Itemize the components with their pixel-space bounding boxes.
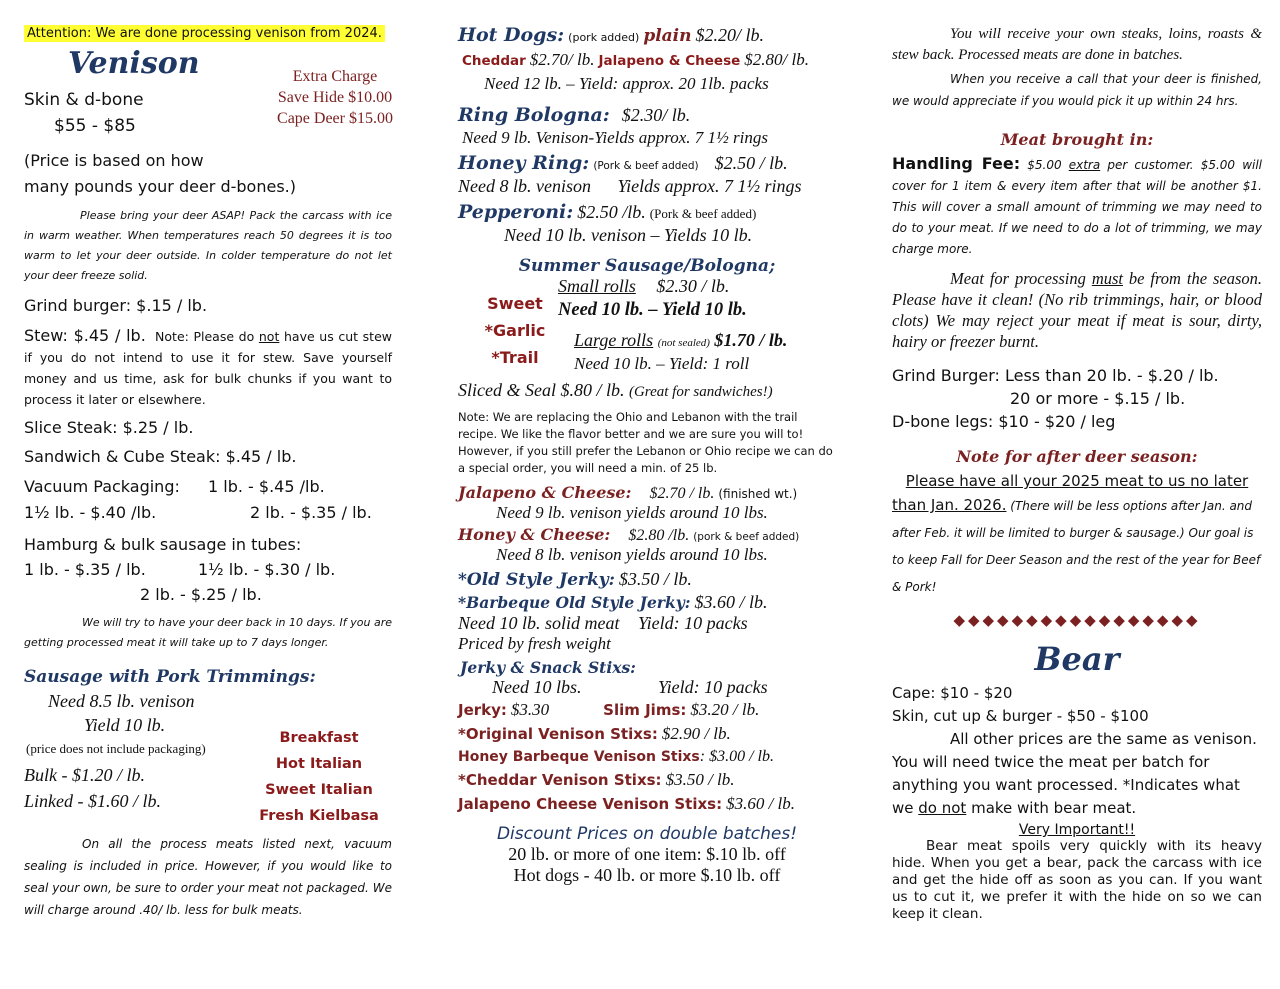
jerky-need-line — [458, 613, 836, 634]
old-jerky-title: *Old Style Jerky: — [458, 570, 615, 590]
price-note — [24, 148, 392, 200]
ring-bologna-need: Need 9 lb. Venison-Yields approx. 7 1½ rings — [462, 128, 768, 147]
attention-banner: Attention: We are done processing venison from 2024. — [24, 24, 392, 42]
steaks-paragraph: You will receive your own steaks, loins, roasts & stew back. Processed meats are done in batches. — [892, 26, 1262, 63]
very-important-heading: Very Important!! — [1018, 822, 1136, 838]
old-jerky-price: $3.50 / lb. — [618, 569, 692, 589]
grind-burger-less-20: Grind Burger: Less than 20 lb. - $.20 / lb. — [892, 366, 1219, 385]
bear-prices — [892, 682, 1262, 728]
flavor-trail: *Trail — [491, 348, 539, 367]
sliced-seal-note: (Great for sandwiches!) — [628, 384, 773, 400]
honey-ring-need: Need 8 lb. venison — [458, 176, 591, 196]
extra-charge-title: Extra Charge — [292, 68, 378, 85]
jal-cheese-line — [458, 483, 836, 503]
bbq-jerky-price: $3.60 / lb. — [694, 592, 768, 612]
large-rolls-price: $1.70 / lb. — [714, 330, 788, 350]
tubes-label: Hamburg & bulk sausage in tubes: — [24, 535, 302, 554]
grind-burger-section — [892, 364, 1262, 433]
bear-cape-price: Cape: $10 - $20 — [892, 684, 1013, 702]
handling-b: per customer. $5.00 will cover for 1 item & every item after that will be another $1. This will cover a small amount of trimming we may need to do to your meat. If we need to do a lot of trimming, we may charge more. — [892, 158, 1263, 256]
tubes-pricing — [24, 532, 392, 607]
honey-ring-line — [458, 152, 836, 174]
sausage-flavors — [244, 725, 394, 829]
jerky-need: Need 10 lb. solid meat — [458, 613, 620, 633]
jal-cheese-price: $2.70 / lb. — [649, 485, 715, 502]
handling-fee-label: Handling Fee: — [892, 154, 1021, 173]
flavor-breakfast: Breakfast — [279, 730, 359, 746]
slim-jims-label: Slim Jims: — [603, 701, 687, 719]
summer-flavors — [470, 290, 560, 371]
pepperoni-title: Pepperoni: — [458, 201, 574, 223]
column-processed-meats — [440, 0, 840, 989]
large-rolls-label: Large rolls — [574, 330, 654, 350]
diamond-divider: ◆◆◆◆◆◆◆◆◆◆◆◆◆◆◆◆◆ — [953, 613, 1201, 629]
large-rolls-line — [574, 330, 787, 351]
discount-line-1: 20 lb. or more of one item: $.10 lb. off — [508, 844, 786, 864]
sliced-seal-line — [458, 380, 836, 401]
skin-dbone-price: $55 - $85 — [54, 116, 136, 136]
jc-price: $2.80/ lb. — [744, 50, 809, 69]
price-note-line-2: many pounds your deer d-bones.) — [24, 177, 296, 196]
season-a: Meat for processing — [950, 269, 1092, 288]
cheddar-stix-line — [458, 770, 836, 790]
small-rolls-need: Need 10 lb. – Yield 10 lb. — [558, 300, 747, 320]
season-must: must — [1091, 269, 1123, 288]
stix-yield: Yield: 10 packs — [658, 677, 768, 697]
skin-dbone-label: Skin & d-bone — [24, 90, 144, 110]
bear-title: Bear — [1034, 640, 1120, 678]
small-rolls-line — [558, 276, 729, 297]
bring-deer-paragraph: Please bring your deer ASAP! Pack the carcass with ice in warm weather. When temperatures reach 50 degrees it is too warm to let your deer outside. In colder temperature do not let your deer freeze solid. — [24, 209, 392, 282]
honey-ring-price: $2.50 / lb. — [714, 153, 788, 173]
sausage-need: Need 8.5 lb. venison — [48, 691, 195, 711]
flavor-sweet-italian: Sweet Italian — [265, 782, 373, 798]
after-season-underlined-2: than Jan. 2026. — [892, 496, 1007, 514]
tubes-2lb: 2 lb. - $.25 / lb. — [140, 585, 262, 604]
large-rolls-need: Need 10 lb. – Yield: 1 roll — [574, 354, 750, 373]
ring-bologna-line — [458, 104, 836, 126]
flavor-fresh-kielbasa: Fresh Kielbasa — [259, 808, 379, 824]
column-venison — [0, 0, 410, 989]
cheddar-price: $2.70/ lb. — [529, 50, 595, 69]
handling-a: $5.00 — [1020, 158, 1069, 172]
orig-stix-line — [458, 724, 836, 744]
pepperoni-line — [458, 201, 836, 223]
discount-line-2: Hot dogs - 40 lb. or more $.10 lb. off — [513, 865, 781, 885]
vacuum-2lb: 2 lb. - $.35 / lb. — [250, 503, 372, 522]
season-paragraph — [892, 268, 1262, 352]
honey-ring-yield: Yields approx. 7 1½ rings — [617, 176, 802, 196]
orig-stix-label: *Original Venison Stixs: — [458, 725, 658, 743]
stix-need-line — [458, 677, 836, 698]
vacuum-sealing-paragraph: On all the process meats listed next, vacuum sealing is included in price. However, if you would like to seal your own, be sure to order your meat not packaged. We will charge around .40/ lb. less for bulk meats. — [24, 837, 392, 917]
large-rolls-note: (not sealed) — [657, 337, 710, 349]
price-note-line-1: (Price is based on how — [24, 151, 204, 170]
hotdogs-line — [458, 24, 836, 46]
hotdogs-flavors — [458, 50, 836, 70]
after-season-paragraph — [892, 492, 1262, 601]
hotdogs-need: Need 12 lb. – Yield: approx. 20 1lb. packs — [484, 74, 769, 93]
jal-cheese-stix-line — [458, 794, 836, 814]
jerky-yield: Yield: 10 packs — [637, 613, 748, 633]
after-season-title: Note for after deer season: — [956, 447, 1198, 466]
sausage-yield: Yield 10 lb. — [84, 715, 166, 735]
jal-cheese-title: Jalapeno & Cheese: — [458, 483, 632, 502]
flavor-sweet: Sweet — [487, 294, 543, 313]
grind-burger-20-more: 20 or more - $.15 / lb. — [1010, 389, 1186, 408]
discount-title: Discount Prices on double batches! — [496, 824, 798, 844]
vacuum-1lb: 1 lb. - $.45 /lb. — [208, 477, 325, 496]
summer-sausage-title: Summer Sausage/Bologna; — [518, 256, 776, 276]
cheddar-stix-label: *Cheddar Venison Stixs: — [458, 771, 662, 789]
ring-bologna-price: $2.30/ lb. — [621, 105, 691, 125]
slice-steak-price: Slice Steak: $.25 / lb. — [24, 418, 194, 437]
venison-header — [24, 46, 392, 142]
vacuum-label: Vacuum Packaging: — [24, 477, 180, 496]
dbone-legs-price: D-bone legs: $10 - $20 / leg — [892, 412, 1116, 431]
bulk-price: Bulk - $1.20 / lb. — [24, 765, 145, 785]
column-info-bear — [880, 0, 1280, 989]
vacuum-1-5lb: 1½ lb. - $.40 /lb. — [24, 503, 157, 522]
jal-cheese-need: Need 9 lb. venison yields around 10 lbs. — [496, 503, 768, 522]
hotdogs-title: Hot Dogs: — [458, 24, 565, 46]
tubes-1lb: 1 lb. - $.35 / lb. — [24, 560, 146, 579]
honey-cheese-need: Need 8 lb. venison yields around 10 lbs. — [496, 545, 768, 564]
hotdogs-plain-price: $2.20/ lb. — [695, 25, 765, 45]
bear-do-not: do not — [918, 799, 967, 817]
handling-extra: extra — [1068, 158, 1101, 172]
stew-price: Stew: $.45 / lb. — [24, 326, 146, 345]
hotdogs-pork-note: (pork added) — [568, 31, 640, 44]
stix-need: Need 10 lbs. — [492, 677, 582, 697]
flavor-garlic: *Garlic — [484, 321, 546, 340]
season-b: be from the season. Please have it clean! (No rib trimmings, hair, or blood clots) We may reject your meat if meat is sour, dirty, hairy or freezer burnt. — [892, 269, 1262, 351]
honey-cheese-note: (pork & beef added) — [693, 531, 800, 543]
sausage-pork-title: Sausage with Pork Trimmings: — [24, 667, 316, 687]
orig-stix-price: $2.90 / lb. — [661, 724, 731, 743]
sliced-seal-price: Sliced & Seal $.80 / lb. — [458, 380, 625, 400]
honey-ring-title: Honey Ring: — [458, 152, 590, 174]
venison-title: Venison — [68, 46, 200, 81]
hotdogs-plain: plain — [643, 26, 692, 46]
sandwich-cube-price: Sandwich & Cube Steak: $.45 / lb. — [24, 447, 297, 466]
jerky-slim-line — [458, 700, 836, 720]
grind-burger-price: Grind burger: $.15 / lb. — [24, 296, 208, 315]
after-season-underlined-1: Please have all your 2025 meat to us no later — [905, 472, 1249, 490]
bear-skin-price: Skin, cut up & burger - $50 - $100 — [892, 707, 1149, 725]
return-days-paragraph: We will try to have your deer back in 10 days. If you are getting processed meat it will take up to 7 days longer. — [24, 616, 392, 649]
jal-cheese-stix-label: Jalapeno Cheese Venison Stixs: — [458, 795, 723, 813]
honey-ring-need-line — [458, 176, 836, 197]
jal-cheese-stix-price: $3.60 / lb. — [726, 794, 796, 813]
jal-cheese-note: (finished wt.) — [718, 487, 798, 501]
honey-cheese-price: $2.80 /lb. — [628, 527, 690, 544]
small-rolls-price: $2.30 / lb. — [656, 276, 730, 296]
bear-other-end: make with bear meat. — [966, 799, 1137, 817]
hbq-stix-line — [458, 748, 836, 766]
slim-jims-price: $3.20 / lb. — [690, 700, 760, 719]
after-season-rest: (There will be less options after Jan. and after Feb. it will be limited to burger & sausage.) Our goal is to keep Fall for Deer Season and the rest of the year for Beef & Pork! — [892, 499, 1261, 594]
hbq-stix-label: Honey Barbeque Venison Stixs — [458, 749, 700, 765]
bear-other-a: All other prices are the same as venison. You will need twice the meat per batch for anything you want processed. *Indicates what we — [892, 730, 1257, 817]
bear-other-paragraph — [892, 728, 1262, 820]
pepperoni-price: $2.50 /lb. — [577, 202, 646, 222]
linked-price: Linked - $1.60 / lb. — [24, 791, 161, 811]
recipe-note: Note: We are replacing the Ohio and Lebanon with the trail recipe. We like the flavor better and we are sure you will to! However, if you still prefer the Lebanon or Ohio recipe we can do a special order, you will need a min. of 25 lb. — [458, 410, 833, 475]
extra-charge-box — [260, 66, 410, 129]
snack-stix-title: Jerky & Snack Stixs: — [460, 658, 636, 677]
vacuum-packaging — [24, 474, 392, 526]
hbq-stix-price: : $3.00 / lb. — [699, 748, 774, 765]
summer-sausage-section — [458, 276, 836, 372]
jerky-label: Jerky: — [458, 701, 507, 719]
stew-note-b: have us cut stew if you do not intend to use it for stew. Save yourself money and us time, ask for bulk chunks if you want to process it later or elsewhere. — [24, 329, 392, 407]
cheddar-stix-price: $3.50 / lb. — [665, 770, 735, 789]
bear-spoils-paragraph: Bear meat spoils very quickly with its heavy hide. When you get a bear, pack the carcass with ice and get the hide off as soon as you can. If you want us to cut it, we prefer it with the hide on so we can keep it clean. — [892, 838, 1262, 922]
handling-paragraph — [892, 153, 1262, 260]
jerky-priced-note: Priced by fresh weight — [458, 634, 611, 653]
bbq-jerky-line — [458, 592, 836, 613]
ring-bologna-title: Ring Bologna: — [458, 104, 610, 126]
small-rolls-label: Small rolls — [558, 276, 636, 296]
tubes-1-5lb: 1½ lb. - $.30 / lb. — [198, 560, 336, 579]
stew-note-a: Note: Please do — [155, 329, 259, 344]
flavor-hot-italian: Hot Italian — [275, 756, 363, 772]
cheddar-label: Cheddar — [462, 53, 526, 69]
pepperoni-note: (Pork & beef added) — [649, 206, 757, 221]
jc-label: Jalapeno & Cheese — [598, 53, 741, 69]
pepperoni-need: Need 10 lb. venison – Yields 10 lb. — [504, 225, 753, 245]
honey-cheese-title: Honey & Cheese: — [458, 525, 611, 544]
packaging-note: (price does not include packaging) — [26, 741, 206, 756]
pickup-paragraph: When you receive a call that your deer is finished, we would appreciate if you would pick it up within 24 hrs. — [892, 72, 1262, 108]
extra-save-hide: Save Hide $10.00 — [277, 89, 393, 106]
extra-cape-deer: Cape Deer $15.00 — [277, 110, 393, 127]
honey-cheese-line — [458, 525, 836, 545]
honey-ring-note: (Pork & beef added) — [593, 160, 699, 172]
old-jerky-line — [458, 569, 836, 590]
stew-paragraph — [24, 325, 392, 410]
bbq-jerky-title: *Barbeque Old Style Jerky: — [458, 593, 691, 612]
jerky-price: $3.30 — [510, 700, 550, 719]
meat-brought-title: Meat brought in: — [1000, 130, 1154, 149]
stew-note-not: not — [258, 329, 280, 344]
sausage-pork-section — [24, 687, 392, 823]
